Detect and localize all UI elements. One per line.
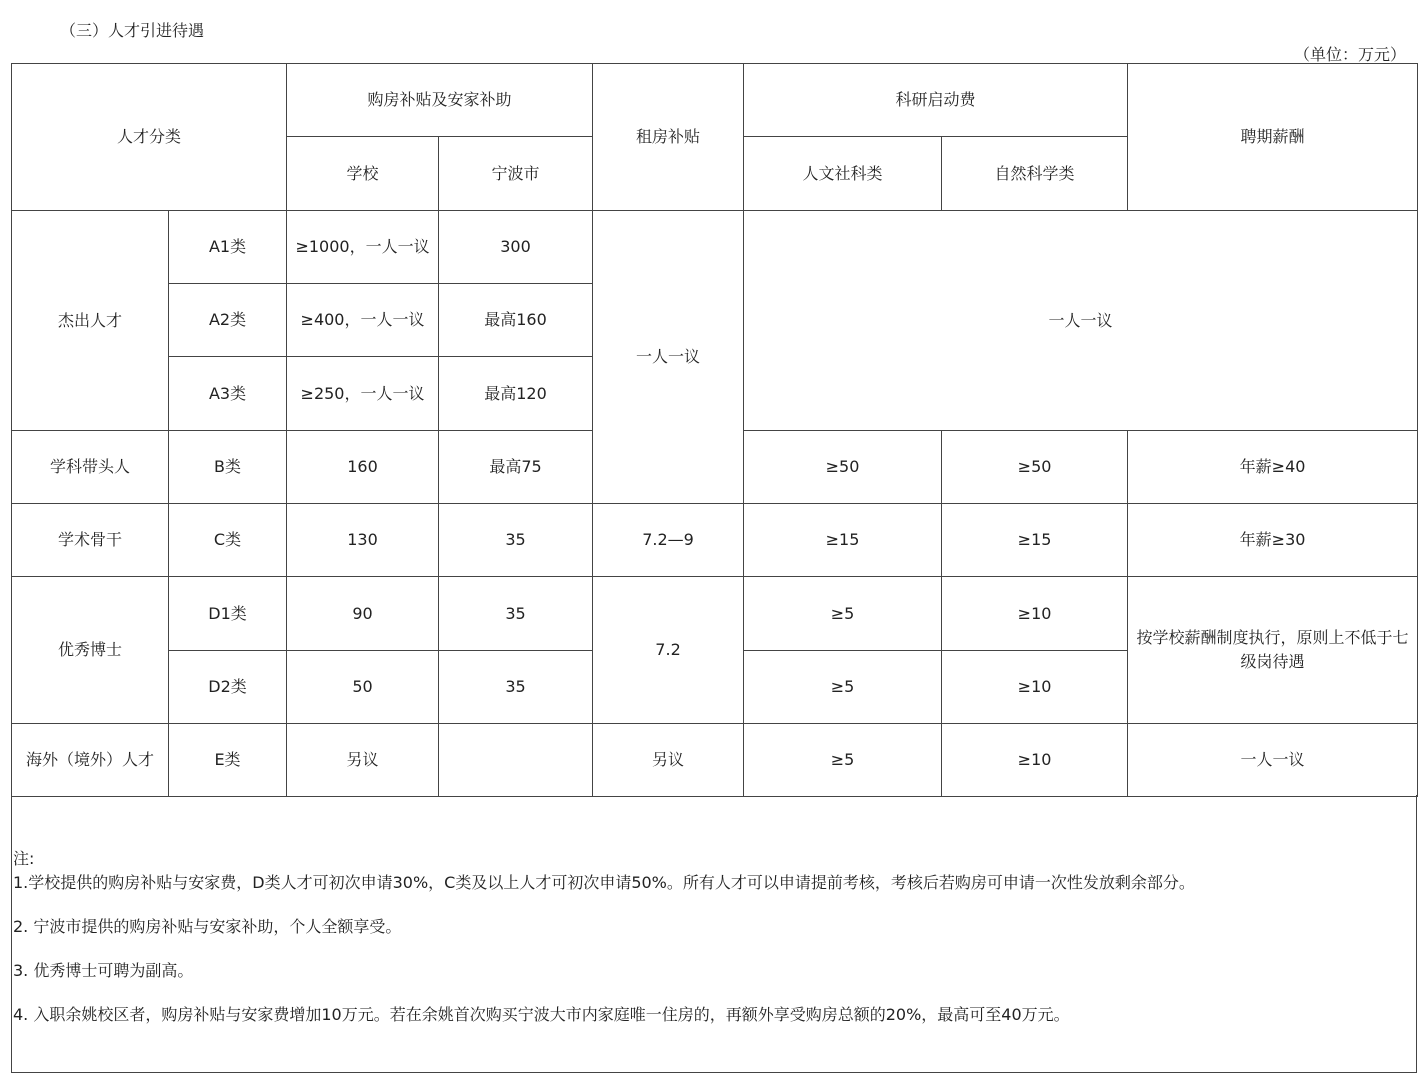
school-value: ≥1000，一人一议 bbox=[287, 211, 439, 284]
talent-benefits-table bbox=[11, 63, 1418, 797]
header-housing-group: 购房补贴及安家补助 bbox=[287, 64, 593, 137]
class-label: E类 bbox=[169, 724, 287, 797]
class-label: A3类 bbox=[169, 357, 287, 431]
salary-value: 按学校薪酬制度执行，原则上不低于七级岗待遇 bbox=[1128, 577, 1418, 724]
salary-value: 一人一议 bbox=[1128, 724, 1418, 797]
research-salary-value: 一人一议 bbox=[744, 211, 1418, 431]
humanities-value: ≥5 bbox=[744, 724, 942, 797]
header-ningbo: 宁波市 bbox=[439, 137, 593, 211]
school-value: 另议 bbox=[287, 724, 439, 797]
table-row bbox=[12, 577, 1418, 651]
school-value: 90 bbox=[287, 577, 439, 651]
table-row bbox=[12, 724, 1418, 797]
science-value: ≥10 bbox=[942, 724, 1128, 797]
salary-value: 年薪≥30 bbox=[1128, 504, 1418, 577]
header-rent: 租房补贴 bbox=[593, 64, 744, 211]
ningbo-value: 最高75 bbox=[439, 431, 593, 504]
unit-note: （单位：万元） bbox=[1293, 45, 1406, 64]
table-row bbox=[12, 504, 1418, 577]
class-label: B类 bbox=[169, 431, 287, 504]
header-school: 学校 bbox=[287, 137, 439, 211]
notes-heading: 注: bbox=[13, 849, 35, 868]
science-value: ≥10 bbox=[942, 577, 1128, 651]
class-label: C类 bbox=[169, 504, 287, 577]
humanities-value: ≥15 bbox=[744, 504, 942, 577]
table-row bbox=[12, 211, 1418, 284]
school-value: ≥250，一人一议 bbox=[287, 357, 439, 431]
note-item: 1.学校提供的购房补贴与安家费，D类人才可初次申请30%，C类及以上人才可初次申请50%。所有人才可以申请提前考核，考核后若购房可申请一次性发放剩余部分。 bbox=[13, 873, 1195, 892]
ningbo-value: 300 bbox=[439, 211, 593, 284]
notes-section bbox=[11, 795, 1417, 1073]
rent-value: 另议 bbox=[593, 724, 744, 797]
header-research-group: 科研启动费 bbox=[744, 64, 1128, 137]
ningbo-value: 35 bbox=[439, 577, 593, 651]
class-label: D2类 bbox=[169, 651, 287, 724]
ningbo-value: 35 bbox=[439, 504, 593, 577]
rent-value: 7.2 bbox=[593, 577, 744, 724]
ningbo-value: 最高120 bbox=[439, 357, 593, 431]
humanities-value: ≥5 bbox=[744, 577, 942, 651]
note-item: 4. 入职余姚校区者，购房补贴与安家费增加10万元。若在余姚首次购买宁波大市内家庭唯一住房的，再额外享受购房总额的20%，最高可至40万元。 bbox=[13, 1005, 1070, 1024]
science-value: ≥15 bbox=[942, 504, 1128, 577]
class-label: A2类 bbox=[169, 284, 287, 357]
ningbo-value: 35 bbox=[439, 651, 593, 724]
category-label: 学术骨干 bbox=[12, 504, 169, 577]
salary-value: 年薪≥40 bbox=[1128, 431, 1418, 504]
ningbo-value bbox=[439, 724, 593, 797]
humanities-value: ≥50 bbox=[744, 431, 942, 504]
header-category: 人才分类 bbox=[12, 64, 287, 211]
school-value: 50 bbox=[287, 651, 439, 724]
header-humanities: 人文社科类 bbox=[744, 137, 942, 211]
rent-value: 7.2—9 bbox=[593, 504, 744, 577]
science-value: ≥10 bbox=[942, 651, 1128, 724]
class-label: D1类 bbox=[169, 577, 287, 651]
category-label: 海外（境外）人才 bbox=[12, 724, 169, 797]
note-item: 3. 优秀博士可聘为副高。 bbox=[13, 961, 194, 980]
humanities-value: ≥5 bbox=[744, 651, 942, 724]
school-value: 160 bbox=[287, 431, 439, 504]
header-science: 自然科学类 bbox=[942, 137, 1128, 211]
category-label: 学科带头人 bbox=[12, 431, 169, 504]
ningbo-value: 最高160 bbox=[439, 284, 593, 357]
category-label: 杰出人才 bbox=[12, 211, 169, 431]
class-label: A1类 bbox=[169, 211, 287, 284]
note-item: 2. 宁波市提供的购房补贴与安家补助，个人全额享受。 bbox=[13, 917, 402, 936]
school-value: ≥400，一人一议 bbox=[287, 284, 439, 357]
rent-value: 一人一议 bbox=[593, 211, 744, 504]
category-label: 优秀博士 bbox=[12, 577, 169, 724]
header-salary: 聘期薪酬 bbox=[1128, 64, 1418, 211]
page-title: （三）人才引进待遇 bbox=[60, 21, 205, 40]
science-value: ≥50 bbox=[942, 431, 1128, 504]
school-value: 130 bbox=[287, 504, 439, 577]
